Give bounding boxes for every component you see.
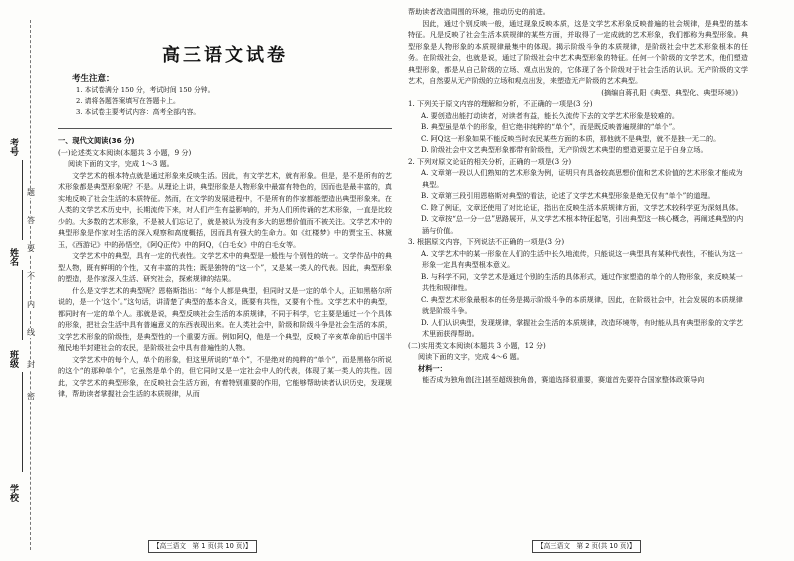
answer-option: D. 阶级社会中文艺典型形象都带有阶级性，无产阶级艺术典型的塑造更要立足于自身立场。 — [421, 145, 708, 154]
answer-option: A. 文章第一段以人们熟知的艺术形象为例，证明只有具备较高思想价值和艺术价值的艺术形象才能成为典型。 — [421, 168, 743, 189]
seal-char: 答 — [27, 216, 35, 225]
page-footer-right: 【高三语文 第 2 页(共 10 页)】 — [532, 540, 641, 553]
instruction: 阅读下面的文字，完成 1～3 题。 — [68, 159, 174, 168]
instruction: 阅读下面的文字，完成 4～6 题。 — [418, 352, 524, 361]
notice-heading: 考生注意： — [72, 73, 115, 84]
answer-option: B. 与科学不同，文学艺术是通过个别的生活的具体形式，通过作家塑造的单个的人物形象，来反映某一共性和规律性。 — [421, 271, 743, 292]
name-line — [22, 270, 23, 340]
passage-paragraph: 什么是文学艺术的典型呢？恩格斯指出：“每个人都是典型，但同时又是一定的单个人，正如黑格尔所说的，是一个‘这个’。”这句话，讲清楚了典型的基本含义，既要有共性，又要有个性。文学艺术中的典型，都同时有一定的单个人。那就是说，典型反映社会生活的本质规律，不同于科学，它主要是通过一个个具体的形象，把社会生活中具有普遍意义的东西表现出来。在人类社会中，阶级和阶级斗争是社会生活的本质，文学艺术形象的阶级性，是典型性的一个重要方面。例如阿Q，他是一个典型，反映了辛亥革命前后中国半殖民地半封建社会的农民，是阶级社会中具有普遍性的人物。 — [58, 285, 392, 352]
answer-option: C. 阿Q这一形象如果不能反映当时农民某些方面的本质，那他就不是典型，就不是独一无二的。 — [421, 133, 721, 143]
binding-margin — [0, 0, 40, 561]
source-citation: (摘编自蒋孔阳《典型、典型化、典型环境》) — [601, 87, 738, 97]
left-column — [58, 6, 392, 400]
class-label: 班级 — [8, 350, 18, 368]
answer-option: D. 文章按“总一分一总”思路展开，从文学艺术根本特征起笔，引出典型这一核心概念，再阐述典型的内涵与价值。 — [421, 214, 744, 235]
right-column — [408, 6, 748, 386]
subsection-heading: (一)论述类文本阅读(本题共 3 小题，9 分) — [58, 147, 192, 157]
seal-char: 密 — [27, 392, 35, 401]
question-stem: 3. 根据原文内容，下列说法不正确的一项是(3 分) — [408, 237, 565, 246]
seal-line — [30, 20, 31, 550]
name-label: 姓名 — [8, 248, 18, 266]
answer-option: C. 除了例证，文章还使用了对比论证，指出在反映生活本质规律方面，文学艺术较科学更为深刻具体。 — [421, 202, 743, 212]
passage-paragraph: 因此，通过个别反映一般，通过现象反映本质，这是文学艺术形象反映普遍的社会规律，是典型的基本特征。凡是反映了社会生活本质规律的某些方面，并取得了一定成就的艺术形象，我们都称为典型形象。典型形象是人物形象的本质规律最集中的体现。揭示阶级斗争的本质规律，是阶级社会中艺术形象根本的任务。在阶级社会，也就是说，通过了阶级社会中艺术典型形象的特征。任何一个阶级的文学艺术，他们塑造典型形象，都是从自己阶级的立场、观点出发的，它体现了各个阶级对于社会生活的认识。无产阶级的文学艺术，自然要从无产阶级的立场和观点出发，来塑造无产阶级的艺术典型。 — [408, 18, 748, 85]
seal-char: 不 — [27, 272, 35, 281]
exam-number-line — [22, 160, 23, 240]
section-heading: 一、现代文阅读(36 分) — [58, 136, 135, 145]
answer-option: C. 典型艺术形象最根本的任务是揭示阶级斗争的本质规律，因此，在阶级社会中，社会发展的本质规律就是阶级斗争。 — [421, 294, 743, 315]
question-stem: 2. 下列对原文论证的相关分析，正确的一项是(3 分) — [408, 156, 572, 166]
passage-paragraph: 文学艺术中的每个人，单个的形象，但这里所说的“单个”，不是绝对的纯粹的“单个”，而是黑格尔所说的这个“的那种单个”，它虽然是单个的，但它同时又是一定社会中人的代表，体现了某一类人的共性。因此，文学艺术的典型形象，在反映社会生活方面，有着特别重要的作用，它能够帮助读者认识历史，发现规律，帮助读者掌握社会生活的本质规律，从而 — [58, 354, 392, 398]
notice-item: 3. 本试卷主要考试内容：高考全部内容。 — [76, 108, 201, 116]
passage-paragraph: 能否成为独角兽[注]甚至超级独角兽，赛道选择很重要，赛道首先要符合国家整体政策导向 — [422, 375, 705, 384]
passage-paragraph: 文学艺术中的典型，具有一定的代表性。文学艺术中的典型是一般性与个别性的统一。文学作品中的典型人物，既有鲜明的个性，又有丰富的共性；既是独特的“这一个”，又是某一类人的代表。因此，典型形象的塑造，是作家深入生活、研究社会，探索规律的结果。 — [58, 251, 392, 283]
seal-char: 要 — [27, 244, 35, 253]
passage-continuation: 帮助读者改造周围的环境，推动历史的前进。 — [408, 7, 550, 16]
page-footer-left: 【高三语文 第 1 页(共 10 页)】 — [148, 540, 257, 553]
seal-char: 题 — [27, 188, 35, 197]
question-stem: 1. 下列关于原文内容的理解和分析，不正确的一项是(3 分) — [408, 99, 593, 108]
notice-item: 2. 请将各题答案填写在答题卡上。 — [76, 97, 180, 105]
passage-paragraph: 文学艺术的根本特点就是通过形象来反映生活。因此，有文学艺术，就有形象。但是，是不是所有的艺术形象都是典型形象呢？不是。从理论上讲，典型形象是人物形象中最富有特色的，因而也是最丰富的，真实地反映了社会生活的本质特征。然而，在文学的发展进程中，不是所有的作家都能塑造出典型形象来。在人类的文学艺术历史中，长期流传下来，对人们产生有益影响的，并为人们所传诵的艺术形象，一直是比较少的。大多数的艺术形象，不是被人们忘记了，就是被认为没有多大的思想价值而不被关注。文学艺术中的典型形象是作家对生活的深入观察和高度概括，因而具有强大的生命力。如《红楼梦》中的贾宝玉、林黛玉，《西游记》中的孙悟空，《阿Q正传》中的阿Q，《白毛女》中的白毛女等。 — [58, 170, 392, 249]
subsection-heading: (二)实用类文本阅读(本题共 3 小题，12 分) — [408, 340, 546, 350]
material-heading: 材料一： — [418, 363, 447, 373]
answer-option: A. 文学艺术中的某一形象在人们的生活中长久地流传，只能说这一典型具有某种代表性，不能认为这一形象一定具有典型根本意义。 — [421, 248, 743, 269]
divider — [58, 128, 392, 129]
seal-char: 内 — [27, 300, 35, 309]
page-title: 高三语文试卷 — [162, 45, 288, 66]
answer-option: A. 要创造出能打动读者，对读者有益，能长久流传下去的文学艺术形象是较难的。 — [421, 110, 679, 120]
school-label: 学校 — [8, 484, 18, 502]
answer-option: B. 文章第三段引用恩格斯对典型的看法，论述了文学艺术典型形象是绝无仅有“单个”的道理。 — [421, 191, 715, 200]
answer-option: D. 人们认识典型，发现规律，掌握社会生活的本质规律，改造环境等，有时能从具有典型形象的文学艺术里面获得帮助。 — [421, 317, 744, 338]
exam-number-label: 考号 — [8, 138, 18, 156]
class-line — [22, 372, 23, 472]
seal-char: 封 — [27, 360, 35, 369]
notice-item: 1. 本试卷满分 150 分，考试时间 150 分钟。 — [76, 86, 215, 94]
seal-char: 线 — [27, 328, 35, 337]
answer-option: B. 典型虽是单个的形象，但它绝非纯粹的“单个”，而是既反映普遍规律的“单个”。 — [421, 122, 680, 131]
